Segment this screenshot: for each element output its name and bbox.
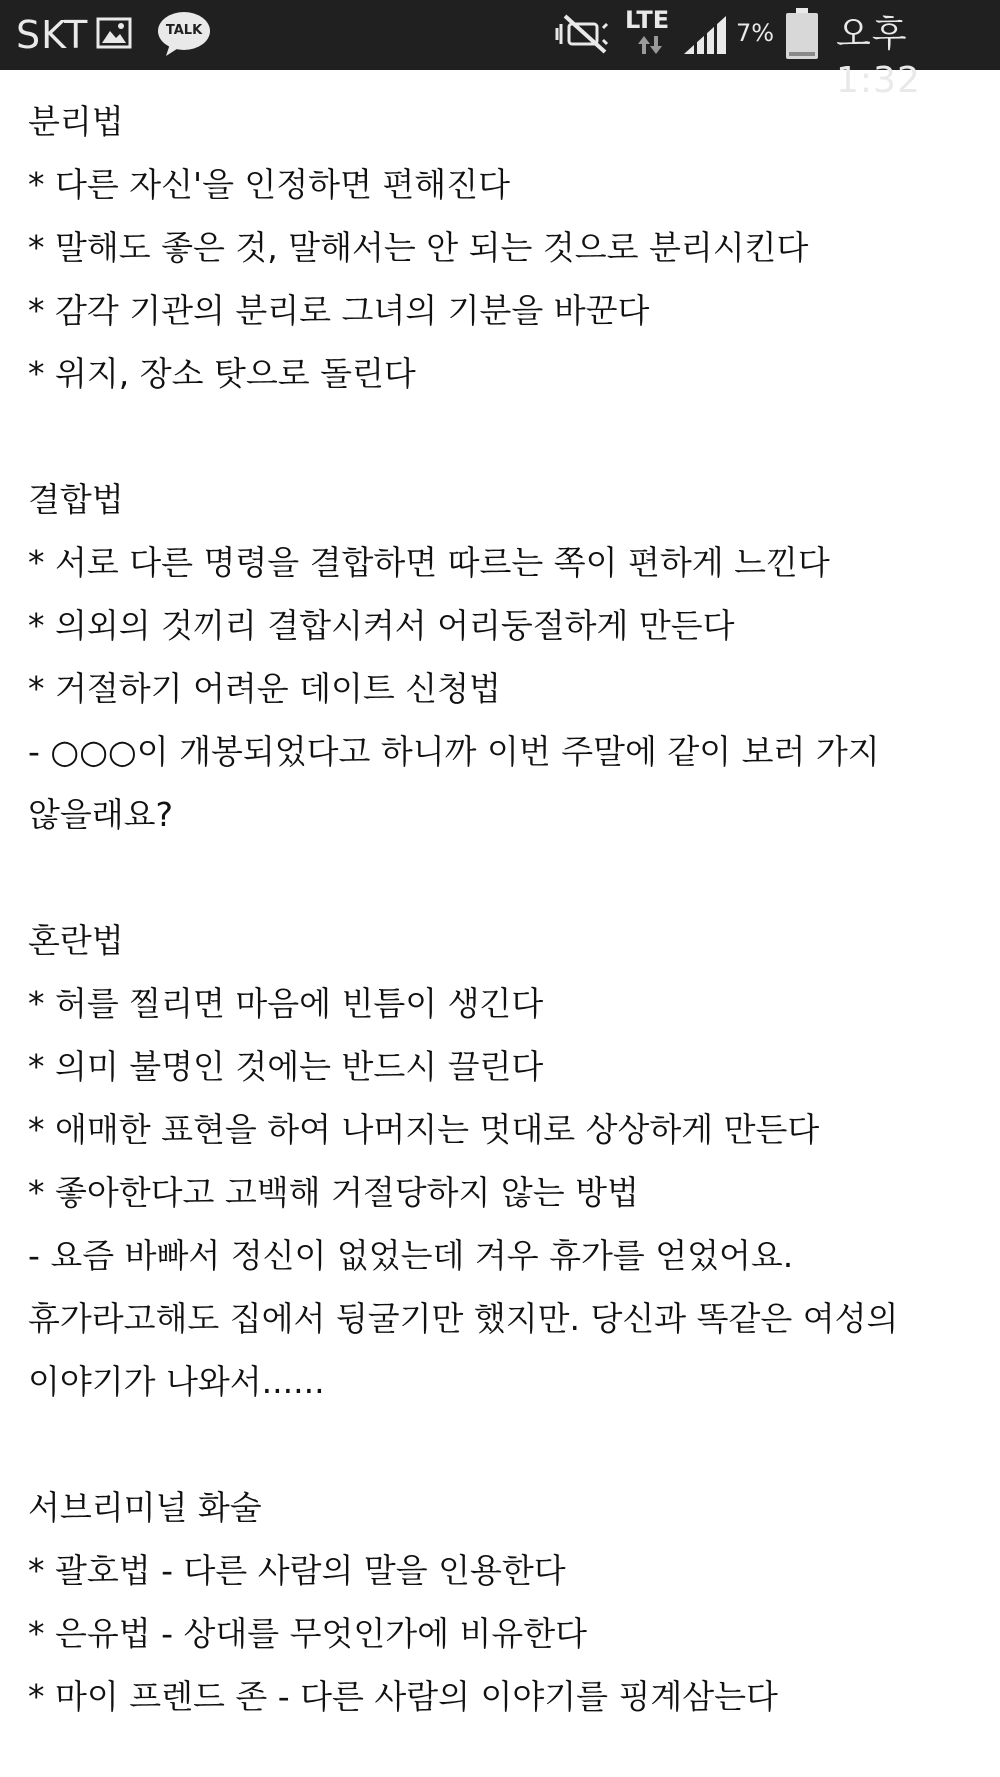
gallery-icon [96,17,132,49]
list-item: - 요즘 바빠서 정신이 없었는데 겨우 휴가를 얻었어요. [28,1236,794,1275]
blank-line [28,1413,978,1476]
section-title-confusion: 혼란법 [28,921,124,960]
list-item: * 말해도 좋은 것, 말해서는 안 되는 것으로 분리시킨다 [28,228,809,267]
list-item: * 애매한 표현을 하여 나머지는 멋대로 상상하게 만든다 [28,1110,820,1149]
section-title-combination: 결합법 [28,480,124,519]
battery-percent: 7% [736,19,775,47]
signal-icon [682,14,728,56]
list-item: * 서로 다른 명령을 결합하면 따르는 쪽이 편하게 느낀다 [28,543,830,582]
list-item: * 거절하기 어려운 데이트 신청법 [28,669,501,708]
list-item: * 의미 불명인 것에는 반드시 끌린다 [28,1047,544,1086]
status-bar [0,0,1000,101]
note-content [28,90,978,1728]
list-item: * 의외의 것끼리 결합시켜서 어리둥절하게 만든다 [28,606,735,645]
blank-line [28,405,978,468]
kakaotalk-icon [156,10,212,58]
list-item: * 감각 기관의 분리로 그녀의 기분을 바꾼다 [28,291,650,330]
carrier-label: SKT [16,13,89,57]
list-item: - ○○○이 개봉되었다고 하니까 이번 주말에 같이 보러 가지 [28,732,880,771]
lte-arrows-icon [636,34,664,56]
list-item: 이야기가 나와서...... [28,1362,325,1401]
list-item: 휴가라고해도 집에서 뒹굴기만 했지만. 당신과 똑같은 여성의 [28,1299,899,1338]
clock: 오후 1:32 [836,14,921,101]
list-item: * 좋아한다고 고백해 거절당하지 않는 방법 [28,1173,639,1212]
network-type: LTE [625,6,670,34]
list-item: * 은유법 - 상대를 무엇인가에 비유한다 [28,1614,588,1653]
list-item: * 괄호법 - 다른 사람의 말을 인용한다 [28,1551,566,1590]
list-item: * 허를 찔리면 마음에 빈틈이 생긴다 [28,984,544,1023]
section-title-subliminal: 서브리미널 화술 [28,1488,262,1527]
list-item: * 마이 프렌드 존 - 다른 사람의 이야기를 핑계삼는다 [28,1677,778,1716]
list-item: * 다른 자신'을 인정하면 편해진다 [28,165,510,204]
blank-line [28,846,978,909]
mute-icon [553,14,615,54]
battery-icon [785,8,819,60]
list-item: * 위지, 장소 탓으로 돌린다 [28,354,416,393]
section-title-separation: 분리법 [28,102,124,141]
kakaotalk-label: TALK [165,23,203,38]
list-item: 않을래요? [28,795,174,834]
